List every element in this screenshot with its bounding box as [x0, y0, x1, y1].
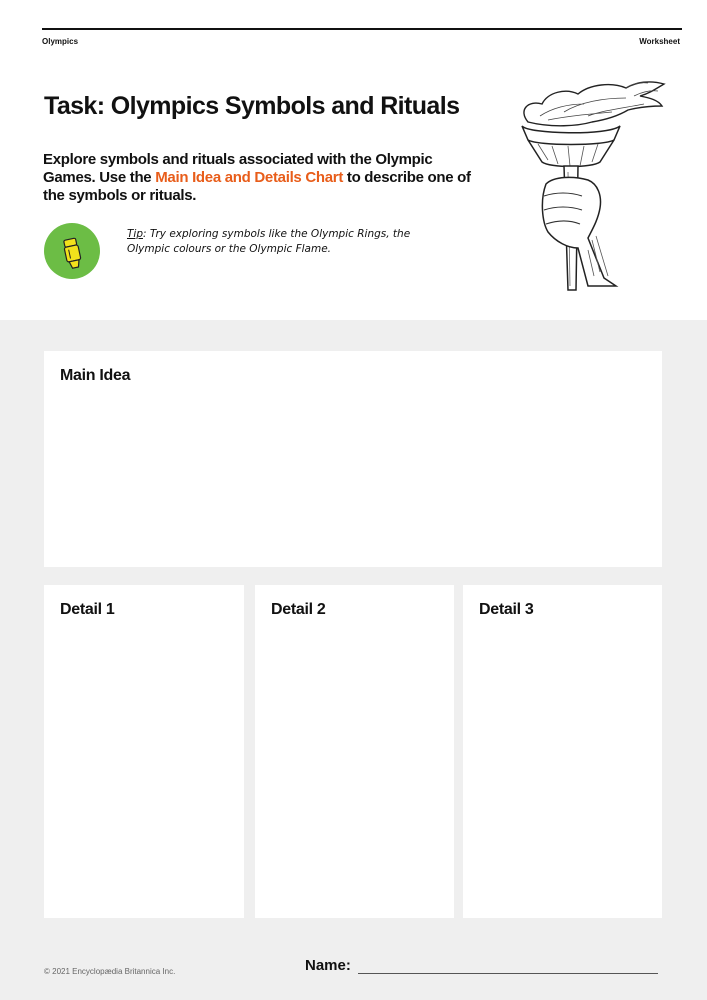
detail-3-box[interactable]: [463, 585, 662, 918]
name-field[interactable]: [358, 973, 658, 974]
highlighter-icon: [44, 223, 100, 279]
chart-name-highlight: Main Idea and Details Chart: [155, 169, 344, 186]
detail-2-label: Detail 2: [271, 601, 326, 618]
tip-badge: [44, 223, 100, 279]
page-title: Task: Olympics Symbols and Rituals: [44, 92, 460, 120]
instructions: [43, 151, 483, 205]
header-type: Worksheet: [639, 37, 680, 46]
tip-body: : Try exploring symbols like the Olympic Rings, the Olympic colours or the Olympic Flame.: [127, 228, 411, 255]
detail-1-label: Detail 1: [60, 601, 115, 618]
instructions-text-end: to describe one of the symbols or rituals.: [43, 169, 471, 204]
header-rule: [42, 28, 682, 30]
torch-icon: [508, 80, 668, 292]
detail-1-box[interactable]: [44, 585, 244, 918]
name-label: Name:: [305, 957, 351, 974]
instructions-text-start: Explore symbols and rituals associated with the Olympic Games. Use the: [43, 151, 433, 186]
tip-label: Tip: [127, 228, 143, 240]
tip-text: [127, 227, 417, 257]
main-idea-box[interactable]: [44, 351, 662, 567]
header-subject: Olympics: [42, 37, 79, 46]
detail-2-box[interactable]: [255, 585, 454, 918]
copyright-notice: © 2021 Encyclopædia Britannica Inc.: [44, 967, 176, 976]
detail-3-label: Detail 3: [479, 601, 534, 618]
main-idea-label: Main Idea: [60, 367, 131, 384]
